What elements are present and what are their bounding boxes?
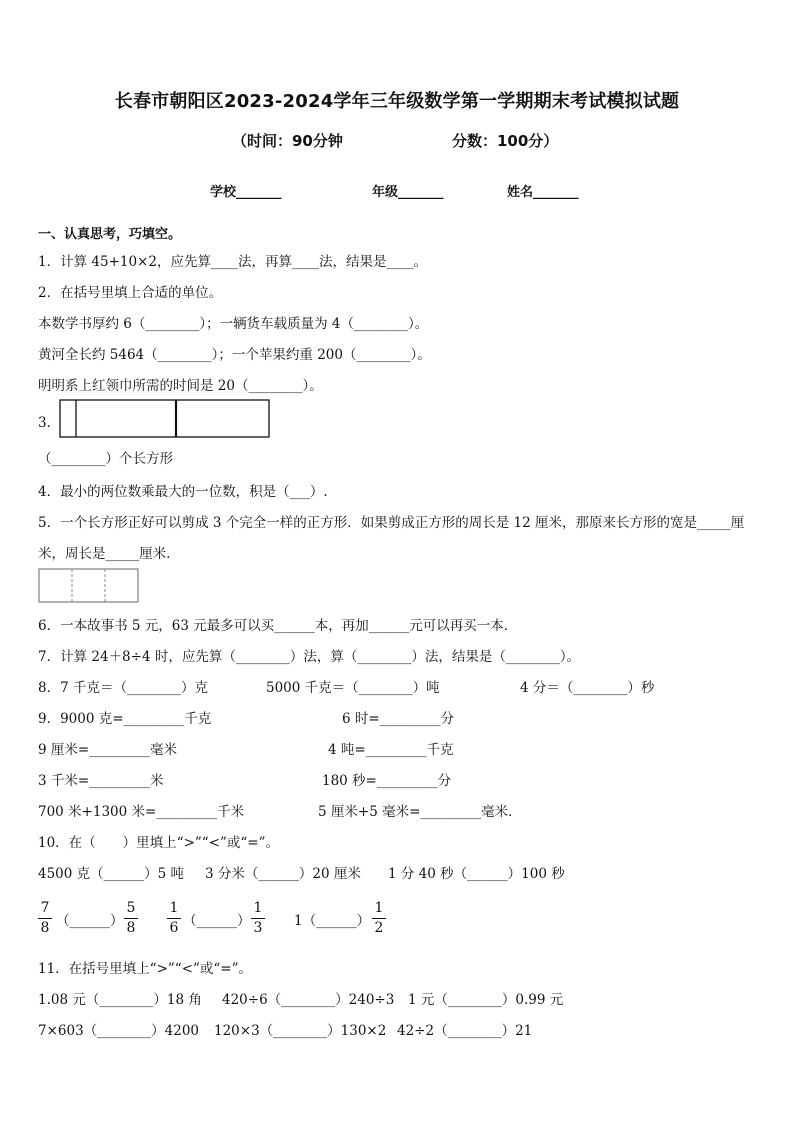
name-field[interactable]: 姓名_______ [507, 185, 579, 200]
rectangles-figure [59, 399, 271, 439]
fraction-1-2: 1 2 [372, 900, 386, 937]
question-10-d: （______） [56, 913, 124, 929]
question-9-a: 9．9000 克=_________千克 [38, 711, 212, 727]
exam-time: （时间：90分钟 [232, 132, 343, 150]
school-field[interactable]: 学校_______ [210, 185, 282, 200]
exam-score: 分数：100分） [452, 132, 559, 150]
question-11: 11．在括号里填上“>”“<”或“=”。 [38, 961, 253, 977]
question-2-line-1: 本数学书厚约 6（________）；一辆货车载质量为 4（________）。 [38, 316, 429, 332]
question-10-a: 4500 克（______）5 吨 [38, 866, 185, 882]
question-11-d: 7×603（________）4200 [38, 1023, 200, 1039]
question-9-h: 5 厘米+5 毫米=_________毫米． [318, 804, 522, 820]
grade-field[interactable]: 年级_______ [372, 185, 444, 200]
fraction-5-8: 5 8 [124, 900, 138, 937]
question-7: 7．计算 24＋8÷4 时，应先算（________）法，算（________）法，结果是（________）。 [38, 649, 581, 665]
question-2-line-3: 明明系上红领巾所需的时间是 20（________）。 [38, 378, 323, 394]
question-9-c: 9 厘米=_________毫米 [38, 742, 177, 758]
squares-figure [38, 568, 140, 604]
question-10-e: （______） [183, 913, 251, 929]
question-9-e: 3 千米=_________米 [38, 773, 164, 789]
question-1: 1．计算 45+10×2，应先算____法，再算____法，结果是____。 [38, 254, 427, 270]
question-6: 6．一本故事书 5 元，63 元最多可以买______本，再加______元可以再买一本． [38, 618, 518, 634]
question-9-b: 6 时=_________分 [342, 711, 454, 727]
question-11-f: 42÷2（________）21 [397, 1023, 533, 1039]
question-10: 10．在（ ）里填上“>”“<”或“=”。 [38, 835, 280, 851]
question-2: 2．在括号里填上合适的单位。 [38, 285, 223, 301]
question-5-line-1: 5．一个长方形正好可以剪成 3 个完全一样的正方形．如果剪成正方形的周长是 12 厘米，那原来长方形的宽是_____厘 [38, 515, 745, 531]
question-9-f: 180 秒=_________分 [322, 773, 452, 789]
question-9-d: 4 吨=_________千克 [328, 742, 454, 758]
question-4: 4．最小的两位数乘最大的一位数，积是（___）. [38, 484, 328, 500]
question-8-c: 4 分＝（________）秒 [520, 680, 655, 696]
question-5-line-2: 米，周长是_____厘米． [38, 546, 180, 562]
fraction-7-8: 7 8 [38, 900, 52, 937]
question-8-a: 8．7 千克＝（________）克 [38, 680, 208, 696]
question-10-c: 1 分 40 秒（______）100 秒 [388, 866, 565, 882]
question-11-a: 1.08 元（________）18 角 [38, 992, 202, 1008]
question-11-e: 120×3（________）130×2 [214, 1023, 387, 1039]
question-9-g: 700 米+1300 米=_________千米 [38, 804, 245, 820]
fraction-1-6: 1 6 [167, 900, 181, 937]
question-10-b: 3 分米（______）20 厘米 [205, 866, 361, 882]
question-2-line-2: 黄河全长约 5464（________）；一个苹果约重 200（________）。 [38, 347, 431, 363]
question-10-f: 1（______） [294, 913, 371, 929]
section-heading: 一、认真思考，巧填空。 [38, 227, 182, 242]
question-8-b: 5000 千克＝（________）吨 [266, 680, 440, 696]
question-3-answer: （________）个长方形 [38, 451, 173, 467]
page-title: 长春市朝阳区2023-2024学年三年级数学第一学期期末考试模拟试题 [114, 91, 680, 112]
question-3: 3． [38, 415, 61, 431]
fraction-1-3: 1 3 [251, 900, 265, 937]
question-11-b: 420÷6（________）240÷3 [222, 992, 395, 1008]
question-11-c: 1 元（________）0.99 元 [408, 992, 564, 1008]
